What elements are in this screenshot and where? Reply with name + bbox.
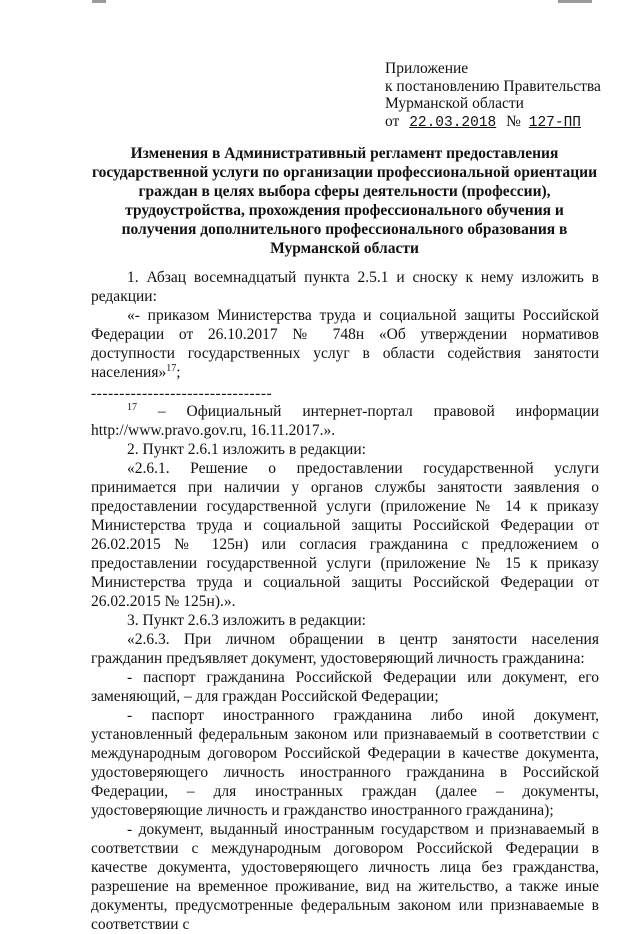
paragraph: 3. Пункт 2.6.3 изложить в редакции:	[127, 612, 366, 629]
paragraph-end: ;	[176, 364, 181, 381]
paragraph: 1. Абзац восемнадцатый пункта 2.5.1 и сноску к нему изложить в редакции:	[91, 269, 599, 305]
title-line: Мурманской области	[270, 239, 419, 257]
paragraph: - паспорт иностранного гражданина либо иной документ, установленный федеральным законом или признаваемый в соответствии с международным договором Российской Федерации в качестве документа, удостоверяющего личность иностранного гражданина в Российской Федерации, – для иностранных граждан (далее – документы, удостоверяющие личность и гражданство иностранного гражданина);	[91, 707, 599, 819]
title-line: государственной услуги по организации профессиональной ориентации	[91, 163, 598, 181]
footnote-separator: --------------------------------	[91, 385, 273, 402]
scan-mark	[558, 0, 592, 3]
paragraph: - документ, выданный иностранным государством и признаваемый в соответствии с международным договором Российской Федерации в качестве документа, удостоверяющего личность лица без гражданства, разрешение на временное проживание, вид на жительство, а также иные документы, предусмотренные федеральным законом или признаваемые в соответствии с	[91, 821, 599, 933]
scan-mark	[92, 0, 106, 3]
paragraph: «2.6.1. Решение о предоставлении государственной услуги принимается при наличии у органов службы занятости заявления о предоставлении государственной услуги (приложение № 14 к приказу Министерства труда и социальной защиты Российской Федерации от 26.02.2015 № 125н) или согласия гражданина с предложением о предоставлении государственной услуги (приложение № 15 к приказу Министерства труда и социальной защиты Российской Федерации от 26.02.2015 № 125н).».	[91, 460, 599, 610]
document-title	[72, 145, 617, 258]
footnote-mark: 17	[127, 401, 137, 413]
paragraph-text: «- приказом Министерства труда и социальной защиты Российской Федерации от 26.10.2017 № 748н «Об утверждении нормативов доступности государственных услуг в области содействия занятости населения»	[91, 307, 599, 381]
paragraph	[91, 306, 599, 382]
title-line: граждан в целях выбора сферы деятельности (профессии),	[138, 182, 551, 200]
title-line: трудоустройства, прохождения профессионального обучения и	[125, 201, 564, 219]
appendix-title: Приложение	[385, 60, 469, 77]
appendix-reference: к постановлению Правительства	[385, 77, 601, 95]
appendix-header	[385, 60, 635, 132]
paragraph: - паспорт гражданина Российской Федерации или документ, его заменяющий, – для граждан Российской Федерации;	[91, 669, 599, 705]
title-line: получения дополнительного профессионального образования в	[121, 220, 568, 238]
paragraph: «2.6.3. При личном обращении в центр занятости населения гражданин предъявляет документ, удостоверяющий личность гражданина:	[91, 631, 599, 667]
appendix-date: 22.03.2018	[409, 114, 497, 131]
number-prefix: №	[506, 112, 521, 130]
footnote	[91, 402, 599, 440]
appendix-region: Мурманской области	[385, 95, 524, 112]
appendix-date-line	[385, 113, 635, 133]
footnote-ref: 17	[166, 362, 177, 374]
document-body	[91, 268, 599, 934]
paragraph: 2. Пункт 2.6.1 изложить в редакции:	[127, 441, 366, 458]
appendix-number: 127-ПП	[528, 114, 581, 131]
footnote-text: – Официальный интернет-портал правовой информации http://www.pravo.gov.ru, 16.11.2017.».	[91, 403, 599, 439]
title-line: Изменения в Административный регламент предоставления	[130, 145, 559, 162]
date-prefix: от	[385, 112, 400, 130]
